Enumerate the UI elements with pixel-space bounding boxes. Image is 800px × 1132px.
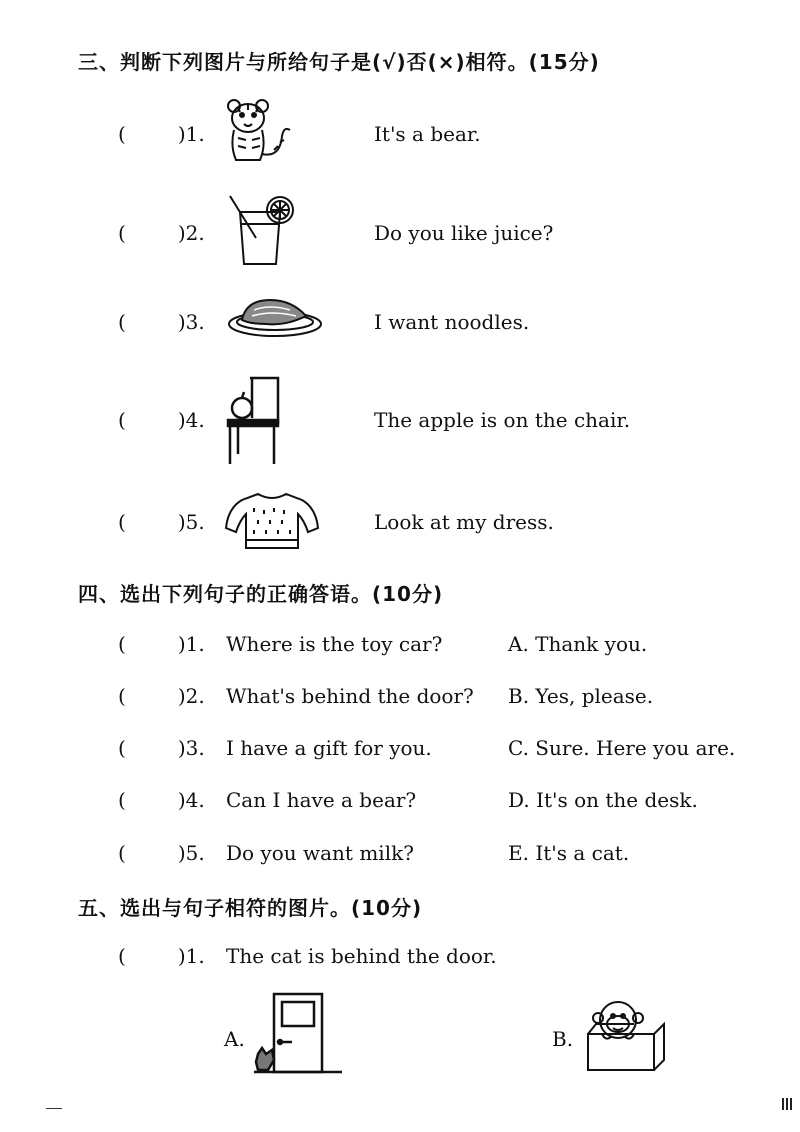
section-3-heading: 三、判断下列图片与所给句子是(√)否(×)相符。(15分) xyxy=(78,50,600,74)
open-paren: ( xyxy=(118,408,126,432)
item-number: 3. xyxy=(185,310,205,334)
answer-blank[interactable] xyxy=(118,510,205,534)
food-plate-icon xyxy=(226,292,324,340)
item-number: 2. xyxy=(185,221,205,245)
question-text: I have a gift for you. xyxy=(226,736,432,760)
open-paren: ( xyxy=(118,310,126,334)
item-number: 4. xyxy=(185,408,205,432)
section-5-heading: 五、选出与句子相符的图片。(10分) xyxy=(78,896,423,920)
close-paren: ) xyxy=(177,310,186,334)
answer-option: E. It's a cat. xyxy=(508,841,630,865)
answer-blank[interactable] xyxy=(118,736,205,760)
close-paren: ) xyxy=(177,841,186,865)
footer-dash xyxy=(46,1108,62,1109)
question-text: Where is the toy car? xyxy=(226,632,443,656)
open-paren: ( xyxy=(118,510,126,534)
answer-option: D. It's on the desk. xyxy=(508,788,698,812)
close-paren: ) xyxy=(177,632,186,656)
item-number: 4. xyxy=(185,788,205,812)
answer-blank[interactable] xyxy=(118,310,205,334)
answer-option: A. Thank you. xyxy=(508,632,648,656)
answer-blank[interactable] xyxy=(118,221,205,245)
question-text: Do you want milk? xyxy=(226,841,414,865)
open-paren: ( xyxy=(118,736,126,760)
choice-b-label[interactable]: B. xyxy=(552,1027,574,1051)
sentence-text: It's a bear. xyxy=(374,122,481,146)
item-number: 5. xyxy=(185,510,205,534)
sentence-text: Look at my dress. xyxy=(374,510,554,534)
open-paren: ( xyxy=(118,632,126,656)
choice-a-label[interactable]: A. xyxy=(224,1027,245,1051)
question-text: Can I have a bear? xyxy=(226,788,417,812)
open-paren: ( xyxy=(118,788,126,812)
open-paren: ( xyxy=(118,841,126,865)
answer-blank[interactable] xyxy=(118,408,205,432)
item-number: 2. xyxy=(185,684,205,708)
monkey-in-box-icon[interactable] xyxy=(582,998,666,1072)
answer-blank[interactable] xyxy=(118,944,205,968)
sentence-text: The apple is on the chair. xyxy=(374,408,631,432)
close-paren: ) xyxy=(177,221,186,245)
answer-option: C. Sure. Here you are. xyxy=(508,736,736,760)
tiger-icon xyxy=(220,96,296,166)
item-number: 1. xyxy=(185,122,205,146)
answer-blank[interactable] xyxy=(118,788,205,812)
item-number: 3. xyxy=(185,736,205,760)
close-paren: ) xyxy=(177,122,186,146)
sweater-icon xyxy=(224,488,320,554)
close-paren: ) xyxy=(177,684,186,708)
sentence-text: The cat is behind the door. xyxy=(226,944,497,968)
section-4-heading: 四、选出下列句子的正确答语。(10分) xyxy=(78,582,444,606)
qr-code-icon xyxy=(782,1098,794,1110)
answer-blank[interactable] xyxy=(118,122,205,146)
open-paren: ( xyxy=(118,684,126,708)
answer-option: B. Yes, please. xyxy=(508,684,654,708)
sentence-text: Do you like juice? xyxy=(374,221,554,245)
close-paren: ) xyxy=(177,510,186,534)
close-paren: ) xyxy=(177,736,186,760)
item-number: 1. xyxy=(185,632,205,656)
open-paren: ( xyxy=(118,221,126,245)
answer-blank[interactable] xyxy=(118,684,205,708)
open-paren: ( xyxy=(118,122,126,146)
door-with-cat-icon[interactable] xyxy=(252,992,344,1076)
question-text: What's behind the door? xyxy=(226,684,474,708)
item-number: 5. xyxy=(185,841,205,865)
juice-glass-icon xyxy=(226,194,298,268)
open-paren: ( xyxy=(118,944,126,968)
answer-blank[interactable] xyxy=(118,841,205,865)
item-number: 1. xyxy=(185,944,205,968)
close-paren: ) xyxy=(177,408,186,432)
answer-blank[interactable] xyxy=(118,632,205,656)
close-paren: ) xyxy=(177,788,186,812)
apple-on-chair-icon xyxy=(224,374,282,466)
sentence-text: I want noodles. xyxy=(374,310,530,334)
close-paren: ) xyxy=(177,944,186,968)
